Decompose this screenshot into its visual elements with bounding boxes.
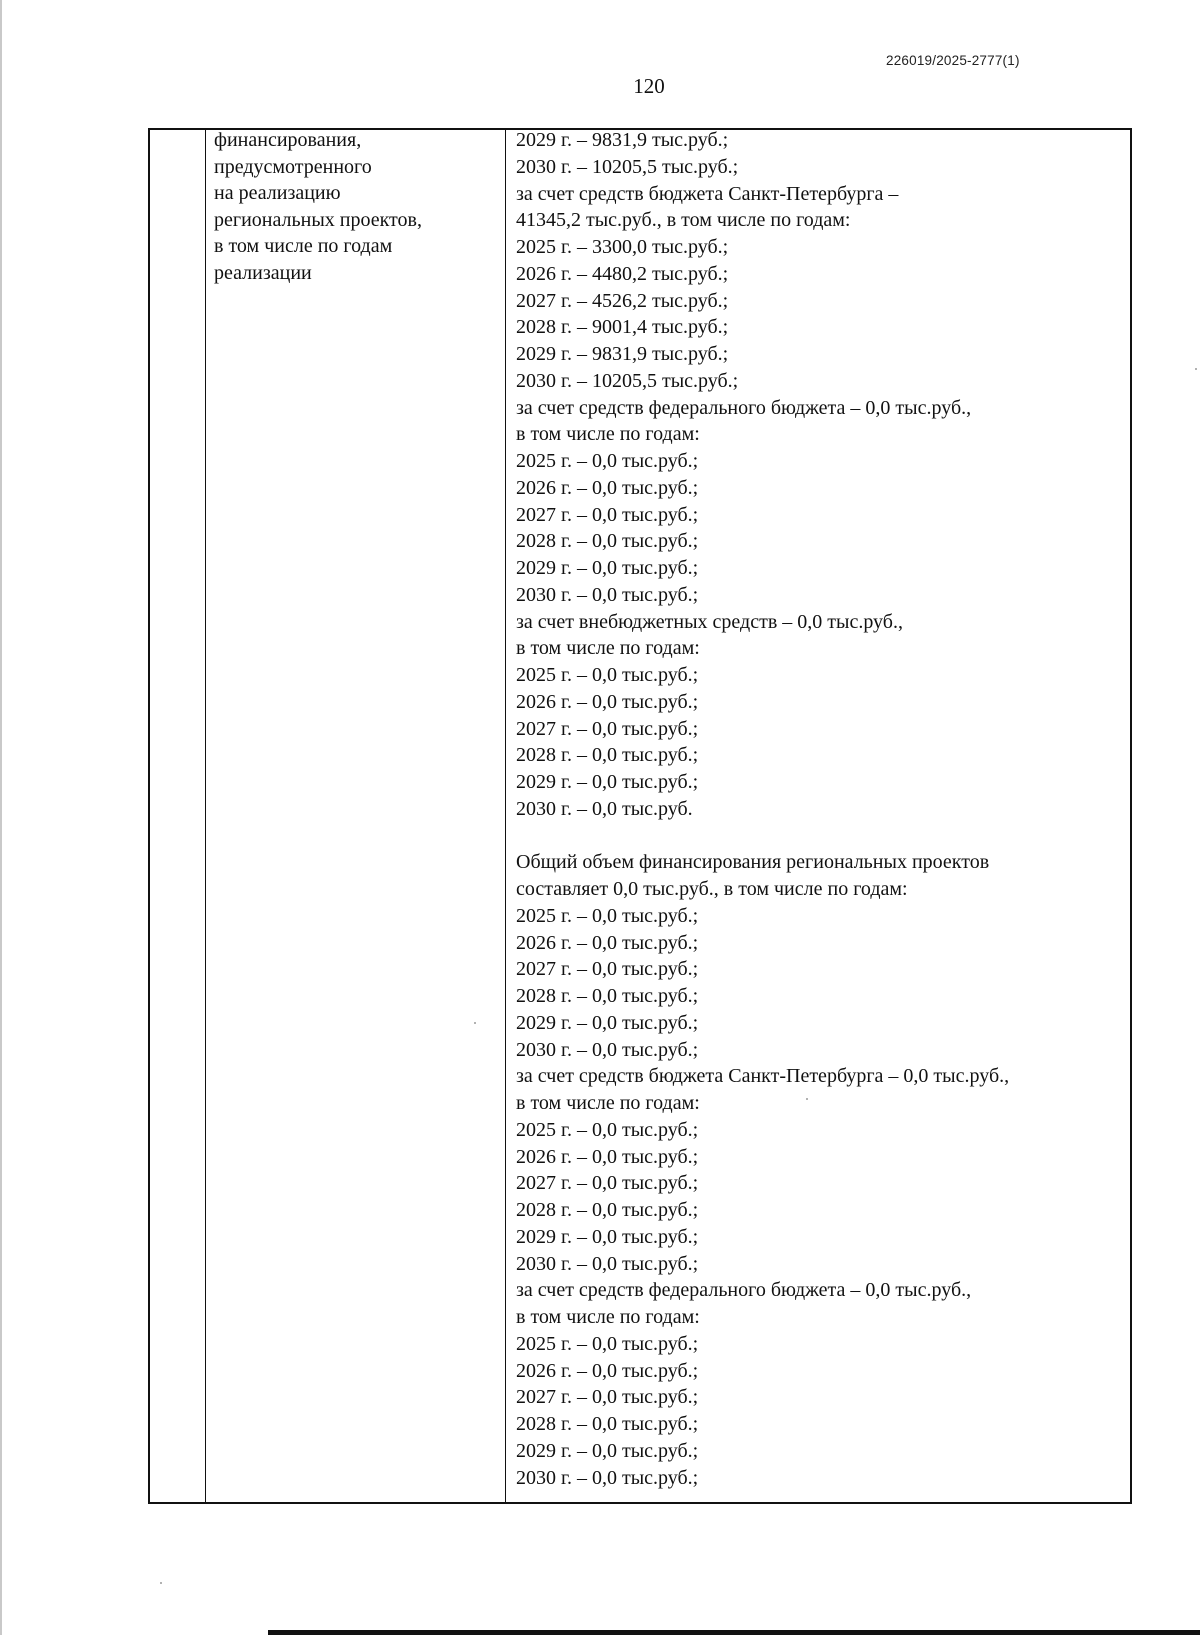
document-id: 226019/2025-2777(1) [886,53,1020,68]
financing-line: 2029 г. – 0,0 тыс.руб.; [516,1011,699,1034]
financing-line: 2026 г. – 0,0 тыс.руб.; [516,1359,699,1382]
financing-line: 2029 г. – 9831,9 тыс.руб.; [516,129,729,151]
financing-line: 2030 г. – 0,0 тыс.руб.; [516,1038,699,1061]
financing-line: 2027 г. – 0,0 тыс.руб.; [516,1172,699,1195]
financing-line: в том числе по годам: [516,637,700,660]
financing-line: 2025 г. – 0,0 тыс.руб.; [516,904,699,927]
financing-line: 2026 г. – 0,0 тыс.руб.; [516,690,699,713]
financing-line: за счет внебюджетных средств – 0,0 тыс.руб., [516,610,903,633]
financing-line: в том числе по годам: [516,1306,700,1328]
financing-line: Общий объем финансирования региональных проектов [516,851,990,874]
financing-line: 2029 г. – 0,0 тыс.руб.; [516,771,699,793]
financing-line: 2025 г. – 0,0 тыс.руб.; [516,450,699,472]
financing-line: за счет средств федерального бюджета – 0,0 тыс.руб., [516,1279,972,1302]
label-line: региональных проектов, [214,208,422,231]
financing-line: 2026 г. – 0,0 тыс.руб.; [516,476,699,499]
financing-table [148,128,1132,1504]
financing-line: 2028 г. – 9001,4 тыс.руб.; [516,316,729,339]
financing-line: 2030 г. – 10205,5 тыс.руб.; [516,155,739,178]
financing-line: 2029 г. – 0,0 тыс.руб.; [516,557,699,579]
label-line: финансирования, [214,129,362,151]
financing-line: за счет средств бюджета Санкт-Петербурга – 0,0 тыс.руб., [516,1065,1010,1088]
financing-line: 2028 г. – 0,0 тыс.руб.; [516,530,699,553]
financing-line: 2027 г. – 0,0 тыс.руб.; [516,717,699,740]
financing-line: 2028 г. – 0,0 тыс.руб.; [516,985,699,1007]
financing-line: 2026 г. – 4480,2 тыс.руб.; [516,262,729,285]
financing-line: 2030 г. – 10205,5 тыс.руб.; [516,369,739,392]
page-number: 120 [633,74,665,98]
table-column-divider-2 [505,130,506,1502]
financing-line: за счет средств федерального бюджета – 0,0 тыс.руб., [516,396,972,419]
scan-bottom-edge [268,1630,1200,1635]
financing-line: составляет 0,0 тыс.руб., в том числе по годам: [516,878,908,900]
financing-line: 2029 г. – 9831,9 тыс.руб.; [516,343,729,365]
scan-speck [806,1098,808,1100]
scan-speck [160,1582,162,1584]
label-line: предусмотренного [214,155,372,178]
financing-line: 2028 г. – 0,0 тыс.руб.; [516,744,699,767]
financing-line: в том числе по годам: [516,423,700,446]
scan-speck [474,1022,476,1024]
financing-line: 2030 г. – 0,0 тыс.руб.; [516,583,699,606]
financing-line: 2026 г. – 0,0 тыс.руб.; [516,931,699,954]
financing-line: 2025 г. – 0,0 тыс.руб.; [516,664,699,686]
table-cell-financing-values [516,127,1126,1491]
financing-line: 2025 г. – 0,0 тыс.руб.; [516,1118,699,1141]
financing-line: в том числе по годам: [516,1092,700,1114]
financing-line: 2029 г. – 0,0 тыс.руб.; [516,1439,699,1462]
financing-line: 2030 г. – 0,0 тыс.руб.; [516,1252,699,1275]
financing-line: 2025 г. – 0,0 тыс.руб.; [516,1332,699,1355]
financing-line: 2025 г. – 3300,0 тыс.руб.; [516,236,729,258]
table-column-divider-1 [205,130,206,1502]
scan-left-edge [0,0,2,1635]
financing-line: 2027 г. – 0,0 тыс.руб.; [516,503,699,526]
table-cell-label [214,127,504,286]
financing-line: за счет средств бюджета Санкт-Петербурга – [516,182,899,205]
financing-line: 2027 г. – 0,0 тыс.руб.; [516,1386,699,1409]
label-line: на реализацию [214,182,341,204]
financing-line: 2030 г. – 0,0 тыс.руб. [516,797,693,820]
label-line: в том числе по годам [214,235,393,257]
financing-line: 2028 г. – 0,0 тыс.руб.; [516,1199,699,1221]
scan-speck [1195,368,1197,370]
financing-line: 2027 г. – 0,0 тыс.руб.; [516,958,699,981]
block-spacer [516,823,1126,850]
financing-line: 2026 г. – 0,0 тыс.руб.; [516,1145,699,1168]
label-line: реализации [214,261,312,284]
financing-line: 2027 г. – 4526,2 тыс.руб.; [516,289,729,312]
financing-line: 2030 г. – 0,0 тыс.руб.; [516,1466,699,1489]
financing-line: 2028 г. – 0,0 тыс.руб.; [516,1413,699,1435]
financing-line: 41345,2 тыс.руб., в том числе по годам: [516,209,851,232]
financing-line: 2029 г. – 0,0 тыс.руб.; [516,1225,699,1248]
